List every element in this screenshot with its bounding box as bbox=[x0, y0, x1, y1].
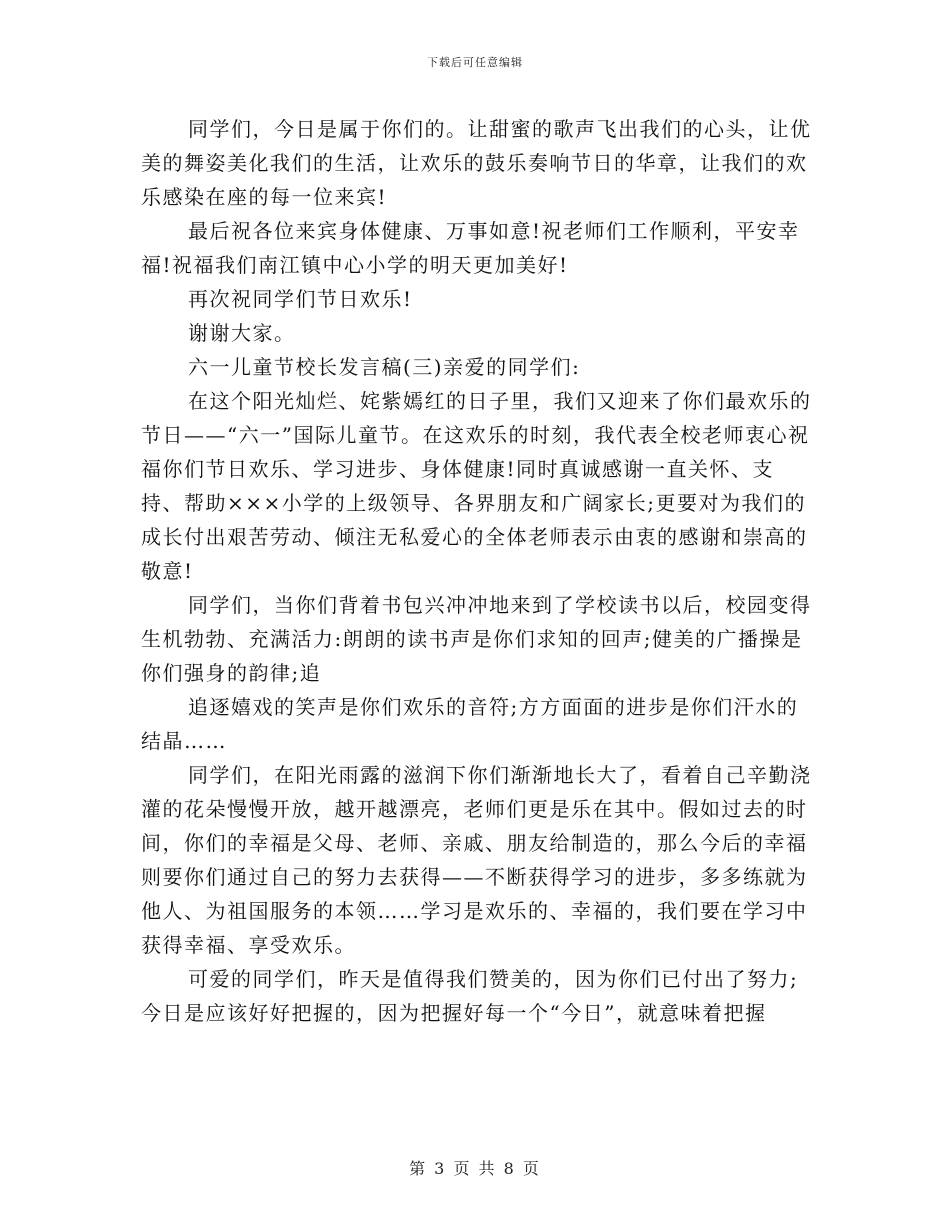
document-body bbox=[141, 112, 813, 1030]
paragraph: 谢谢大家。 bbox=[188, 321, 296, 345]
paragraph: 再次祝同学们节日欢乐! bbox=[188, 287, 413, 311]
paragraph: 追逐嬉戏的笑声是你们欢乐的音符;方方面面的进步是你们汗水的结晶…… bbox=[141, 695, 799, 753]
paragraph: 同学们，今日是属于你们的。让甜蜜的歌声飞出我们的心头，让优美的舞姿美化我们的生活，让欢乐的鼓乐奏响节日的华章，让我们的欢乐感染在座的每一位来宾! bbox=[141, 117, 812, 209]
paragraph: 六一儿童节校长发言稿(三)亲爱的同学们: bbox=[188, 355, 581, 379]
page-header: 下载后可任意编辑 bbox=[427, 56, 523, 69]
paragraph: 同学们，当你们背着书包兴冲冲地来到了学校读书以后，校园变得生机勃勃、充满活力:朗朗的读书声是你们求知的回声;健美的广播操是你们强身的韵律;追 bbox=[141, 593, 812, 685]
paragraph: 最后祝各位来宾身体健康、万事如意!祝老师们工作顺利，平安幸福!祝福我们南江镇中心小学的明天更加美好! bbox=[141, 219, 800, 277]
paragraph: 同学们，在阳光雨露的滋润下你们渐渐地长大了，看着自己辛勤浇灌的花朵慢慢开放，越开越漂亮，老师们更是乐在其中。假如过去的时间，你们的幸福是父母、老师、亲戚、朋友给制造的，那么今后的幸福则要你们通过自己的努力去获得——不断获得学习的进步，多多练就为他人、为祖国服务的本领……学习是欢乐的、幸福的，我们要在学习中获得幸福、享受欢乐。 bbox=[141, 763, 812, 957]
paragraph: 可爱的同学们，昨天是值得我们赞美的，因为你们已付出了努力;今日是应该好好把握的，因为把握好每一个“今日”，就意味着把握 bbox=[141, 967, 799, 1025]
paragraph: 在这个阳光灿烂、姹紫嫣红的日子里，我们又迎来了你们最欢乐的节日——“六一”国际儿童节。在这欢乐的时刻，我代表全校老师衷心祝福你们节日欢乐、学习进步、身体健康!同时真诚感谢一直关怀、支持、帮助×××小学的上级领导、各界朋友和广阔家长;更要对为我们的成长付出艰苦劳动、倾注无私爱心的全体老师表示由衷的感谢和崇高的敬意! bbox=[141, 389, 812, 583]
page-footer: 第 3 页 共 8 页 bbox=[409, 1159, 541, 1178]
